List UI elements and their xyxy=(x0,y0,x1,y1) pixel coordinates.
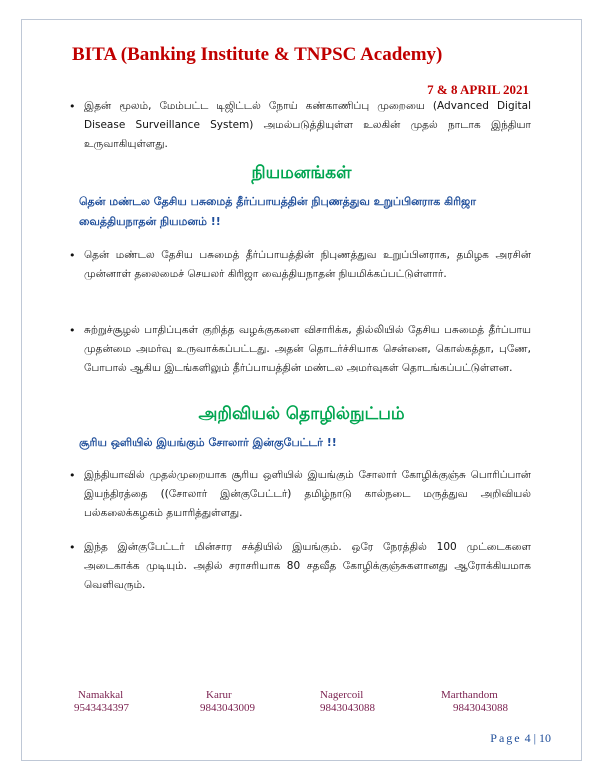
header-title: BITA (Banking Institute & TNPSC Academy) xyxy=(72,44,443,65)
page-current: 4 xyxy=(524,731,531,745)
footer-branch-nagercoil xyxy=(320,689,375,715)
page-word: Page xyxy=(490,731,522,745)
footer-branch-namakkal xyxy=(74,689,129,715)
appointments-bullet-1: • தென் மண்டல தேசிய பசுமைத் தீர்ப்பாயத்தின் நிபுணத்துவ உறுப்பினராக, தமிழக அரசின் முன்னாள் தலைமைச் செயலர் கிரிஜா வைத்தியநாதன் நியமிக்கப்பட்டுள்ளார். xyxy=(84,246,531,284)
page-separator: | xyxy=(533,731,536,745)
page-total: 10 xyxy=(539,731,551,745)
branch-phone: 9843043088 xyxy=(320,702,375,714)
intro-bullet: • இதன் மூலம், மேம்பட்ட டிஜிட்டல் நோய் கண்காணிப்பு முறையை (Advanced Digital Disease Surveillance System) அமல்படுத்தியுள்ள உலகின் முதல் நாடாக இந்தியா உருவாகியுள்ளது. xyxy=(84,97,531,154)
branch-phone: 9843043009 xyxy=(200,702,255,714)
science-bullet-1: • இந்தியாவில் முதல்முறையாக சூரிய ஒளியில் இயங்கும் சோலார் கோழிக்குஞ்சு பொரிப்பான் இயந்திரத்தை ((சோலார் இன்குபேட்டர்) தமிழ்நாடு கால்நடை மருத்துவ அறிவியல் பல்கலைக்கழகம் தயாரித்துள்ளது. xyxy=(84,466,531,523)
appointments-bullet-2: • சுற்றுச்சூழல் பாதிப்புகள் குறித்த வழக்குகளை விசாரிக்க, தில்லியில் தேசிய பசுமைத் தீர்ப்பாய முதன்மை அமர்வு உருவாக்கப்பட்டது. அதன் தொடர்ச்சியாக சென்னை, கொல்கத்தா, புணே, போபால் ஆகிய இடங்களிலும் தீர்ப்பாயத்தின் மண்டல அமர்வுகள் தொடங்கப்பட்டுள்ளன. xyxy=(84,321,531,378)
science-subheading: சூரிய ஒளியில் இயங்கும் சோலார் இன்குபேட்டர் !! xyxy=(79,436,337,449)
issue-date: 7 & 8 APRIL 2021 xyxy=(427,82,529,97)
branch-city: Karur xyxy=(206,689,232,701)
science-bullet-2: • இந்த இன்குபேட்டர் மின்சார சக்தியில் இயங்கும். ஒரே நேரத்தில் 100 முட்டைகளை அடைகாக்க முடியும். அதில் சராசரியாக 80 சதவீத கோழிக்குஞ்சுகளானது ஆரோக்கியமாக வெளிவரும். xyxy=(84,538,531,595)
branch-city: Nagercoil xyxy=(320,689,364,701)
section-title-appointments: நியமனங்கள் xyxy=(251,163,352,183)
branch-city: Namakkal xyxy=(78,689,124,701)
footer-branch-marthandom xyxy=(441,689,508,715)
branch-city: Marthandom xyxy=(441,689,498,701)
page-number xyxy=(490,731,551,746)
branch-phone: 9843043088 xyxy=(453,702,508,714)
footer-branch-karur xyxy=(200,689,255,715)
appointments-subheading: தென் மண்டல தேசிய பசுமைத் தீர்ப்பாயத்தின் நிபுணத்துவ உறுப்பினராக கிரிஜா வைத்தியநாதன் நியமனம் !! xyxy=(79,195,476,228)
section-title-science: அறிவியல் தொழில்நுட்பம் xyxy=(198,404,405,424)
branch-phone: 9543434397 xyxy=(74,702,129,714)
